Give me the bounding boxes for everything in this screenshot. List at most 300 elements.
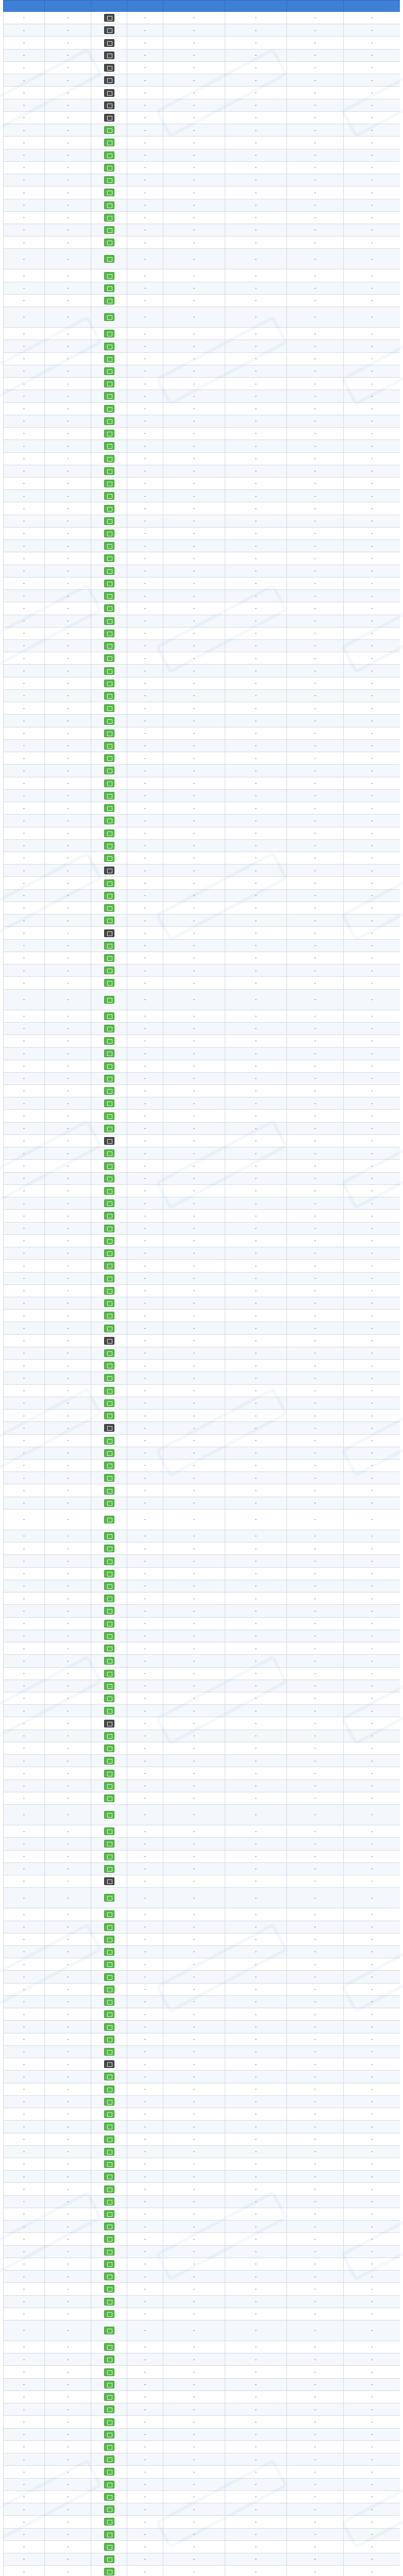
product-badge-icon [104, 1387, 114, 1395]
table-cell: - [45, 390, 91, 402]
table-cell: - [225, 602, 287, 615]
table-cell: - [287, 1921, 344, 1933]
product-badge-icon [104, 2098, 114, 2106]
table-cell: - [287, 1567, 344, 1580]
table-cell: - [4, 2171, 45, 2183]
badge-cell [91, 307, 127, 328]
table-cell: - [127, 902, 163, 914]
badge-cell [91, 1060, 127, 1072]
table-cell: - [127, 577, 163, 589]
badge-cell [91, 1555, 127, 1567]
table-cell: - [127, 1680, 163, 1692]
table-cell: - [127, 1384, 163, 1397]
badge-cell [91, 1995, 127, 2008]
table-cell: - [127, 1555, 163, 1567]
table-row [4, 440, 400, 452]
product-badge-icon [104, 580, 114, 587]
table-cell: - [127, 149, 163, 161]
table-cell: - [225, 124, 287, 137]
table-cell: - [344, 1484, 400, 1497]
table-cell: - [344, 1875, 400, 1888]
table-cell: - [163, 865, 225, 877]
table-cell: - [287, 1667, 344, 1680]
table-row [4, 877, 400, 889]
table-row [4, 477, 400, 489]
table-cell: - [45, 689, 91, 702]
table-cell: - [4, 390, 45, 402]
table-cell: - [163, 1234, 225, 1247]
table-cell: - [163, 839, 225, 852]
table-cell: - [45, 2391, 91, 2403]
table-cell: - [45, 1260, 91, 1272]
table-cell: - [163, 1767, 225, 1780]
table-cell: - [344, 1210, 400, 1222]
table-cell: - [287, 1047, 344, 1060]
table-cell: - [45, 440, 91, 452]
table-cell: - [287, 702, 344, 715]
badge-cell [91, 702, 127, 715]
table-cell: - [344, 1122, 400, 1134]
badge-cell [91, 282, 127, 294]
badge-cell [91, 2108, 127, 2121]
table-cell: - [4, 1347, 45, 1359]
table-cell: - [163, 1310, 225, 1322]
table-cell: - [127, 2403, 163, 2416]
table-cell: - [45, 452, 91, 465]
badge-cell [91, 2208, 127, 2220]
table-cell: - [45, 199, 91, 211]
table-cell: - [225, 2441, 287, 2453]
table-cell: - [163, 1567, 225, 1580]
table-cell: - [287, 1592, 344, 1605]
table-cell: - [163, 1147, 225, 1160]
table-cell: - [163, 1509, 225, 1530]
table-cell: - [344, 2145, 400, 2158]
table-row [4, 1825, 400, 1838]
table-cell: - [225, 428, 287, 440]
product-badge-icon [104, 442, 114, 450]
table-cell: - [225, 1655, 287, 1667]
table-row [4, 465, 400, 477]
table-cell: - [127, 465, 163, 477]
table-cell: - [344, 2183, 400, 2195]
table-cell: - [45, 602, 91, 615]
table-cell: - [344, 2553, 400, 2566]
table-cell: - [344, 477, 400, 489]
table-header-row [4, 1, 400, 12]
table-row [4, 1667, 400, 1680]
table-cell: - [344, 1908, 400, 1921]
table-cell: - [4, 415, 45, 427]
table-cell: - [225, 627, 287, 639]
table-cell: - [344, 2478, 400, 2490]
table-cell: - [127, 565, 163, 577]
table-cell: - [127, 2441, 163, 2453]
table-cell: - [4, 1222, 45, 1234]
product-badge-icon [104, 1299, 114, 1307]
table-cell: - [287, 1234, 344, 1247]
table-row [4, 1580, 400, 1592]
table-cell: - [225, 1921, 287, 1933]
table-cell: - [127, 2258, 163, 2270]
table-cell: - [127, 952, 163, 964]
table-cell: - [225, 1630, 287, 1642]
table-cell: - [127, 1184, 163, 1197]
product-badge-icon [104, 164, 114, 172]
badge-cell [91, 627, 127, 639]
table-cell: - [344, 2270, 400, 2283]
table-cell: - [344, 1825, 400, 1838]
table-cell: - [287, 490, 344, 502]
table-cell: - [4, 1172, 45, 1184]
table-row [4, 727, 400, 739]
table-cell: - [45, 1945, 91, 1958]
table-cell: - [344, 1234, 400, 1247]
table-cell: - [287, 378, 344, 390]
table-cell: - [45, 1072, 91, 1084]
table-cell: - [225, 2208, 287, 2220]
table-cell: - [4, 2071, 45, 2083]
table-cell: - [127, 49, 163, 61]
table-cell: - [127, 1347, 163, 1359]
badge-cell [91, 1908, 127, 1921]
table-cell: - [163, 939, 225, 952]
table-cell: - [127, 2295, 163, 2308]
table-cell: - [344, 2158, 400, 2170]
table-cell: - [4, 540, 45, 552]
table-cell: - [4, 964, 45, 977]
badge-cell [91, 1472, 127, 1484]
table-cell: - [4, 87, 45, 99]
table-row [4, 2233, 400, 2245]
table-cell: - [4, 1297, 45, 1309]
table-cell: - [163, 540, 225, 552]
badge-cell [91, 2528, 127, 2540]
product-badge-icon [104, 2481, 114, 2488]
product-badge-icon [104, 1757, 114, 1765]
table-cell: - [163, 1160, 225, 1172]
table-cell: - [225, 1035, 287, 1047]
table-cell: - [344, 211, 400, 224]
table-cell: - [4, 1422, 45, 1434]
table-cell: - [344, 2208, 400, 2220]
table-cell: - [127, 2033, 163, 2045]
table-cell: - [4, 1605, 45, 1617]
table-cell: - [127, 1497, 163, 1509]
product-badge-icon [104, 2468, 114, 2476]
table-cell: - [344, 1097, 400, 1110]
badge-cell [91, 1247, 127, 1260]
table-cell: - [163, 977, 225, 989]
table-cell: - [225, 2308, 287, 2320]
table-row [4, 527, 400, 539]
table-cell: - [163, 590, 225, 602]
table-cell: - [163, 440, 225, 452]
table-cell: - [287, 2008, 344, 2021]
table-cell: - [127, 1655, 163, 1667]
table-row [4, 2416, 400, 2428]
badge-cell [91, 1755, 127, 1767]
table-cell: - [287, 2490, 344, 2503]
table-cell: - [163, 1484, 225, 1497]
table-cell: - [287, 137, 344, 149]
table-cell: - [45, 1160, 91, 1172]
table-cell: - [45, 282, 91, 294]
table-cell: - [287, 1780, 344, 1792]
table-cell: - [287, 815, 344, 827]
table-cell: - [344, 1921, 400, 1933]
product-badge-icon [104, 1632, 114, 1640]
table-cell: - [45, 2320, 91, 2341]
table-cell: - [344, 1605, 400, 1617]
badge-cell [91, 2540, 127, 2553]
table-cell: - [287, 2403, 344, 2416]
table-cell: - [163, 1397, 225, 1409]
badge-cell [91, 502, 127, 515]
badge-cell [91, 1122, 127, 1134]
table-cell: - [163, 1272, 225, 1284]
product-badge-icon [104, 1910, 114, 1918]
product-badge-icon [104, 492, 114, 500]
table-cell: - [4, 49, 45, 61]
table-cell: - [344, 2428, 400, 2441]
product-badge-icon [104, 1770, 114, 1777]
table-cell: - [225, 1184, 287, 1197]
table-cell: - [287, 328, 344, 340]
table-cell: - [344, 282, 400, 294]
table-cell: - [163, 1260, 225, 1272]
table-row [4, 2503, 400, 2516]
table-cell: - [344, 440, 400, 452]
badge-cell [91, 1730, 127, 1742]
table-cell: - [287, 1933, 344, 1945]
table-cell: - [225, 1460, 287, 1472]
table-cell: - [4, 1995, 45, 2008]
table-row [4, 1692, 400, 1705]
table-cell: - [45, 211, 91, 224]
table-cell: - [344, 49, 400, 61]
badge-cell [91, 294, 127, 307]
table-row [4, 2121, 400, 2133]
badge-cell [91, 269, 127, 282]
table-cell: - [163, 428, 225, 440]
table-cell: - [344, 1555, 400, 1567]
table-cell: - [4, 702, 45, 715]
table-cell: - [344, 502, 400, 515]
badge-cell [91, 765, 127, 777]
table-cell: - [4, 1945, 45, 1958]
badge-cell [91, 328, 127, 340]
table-cell: - [344, 889, 400, 902]
table-cell: - [287, 2320, 344, 2341]
table-cell: - [344, 1184, 400, 1197]
table-cell: - [344, 2058, 400, 2071]
table-cell: - [4, 1642, 45, 1655]
badge-cell [91, 1921, 127, 1933]
table-cell: - [4, 777, 45, 789]
table-cell: - [4, 199, 45, 211]
table-cell: - [163, 2341, 225, 2353]
table-row [4, 789, 400, 802]
table-cell: - [344, 415, 400, 427]
table-row [4, 224, 400, 236]
table-cell: - [127, 1334, 163, 1347]
table-cell: - [163, 477, 225, 489]
product-badge-icon [104, 1249, 114, 1257]
table-cell: - [287, 727, 344, 739]
table-cell: - [4, 640, 45, 652]
product-badge-icon [104, 642, 114, 650]
table-cell: - [225, 739, 287, 752]
product-badge-icon [104, 2010, 114, 2018]
badge-cell [91, 249, 127, 269]
table-cell: - [45, 2233, 91, 2245]
table-cell: - [4, 1983, 45, 1995]
table-cell: - [344, 1147, 400, 1160]
table-cell: - [287, 402, 344, 415]
table-row [4, 902, 400, 914]
table-cell: - [45, 249, 91, 269]
table-cell: - [287, 2441, 344, 2453]
table-cell: - [344, 1360, 400, 1372]
table-cell: - [127, 2540, 163, 2553]
table-cell: - [45, 2071, 91, 2083]
badge-cell [91, 174, 127, 187]
table-cell: - [45, 1755, 91, 1767]
table-cell: - [45, 2083, 91, 2095]
table-row [4, 752, 400, 765]
product-badge-icon [104, 704, 114, 712]
table-cell: - [45, 989, 91, 1010]
badge-cell [91, 927, 127, 939]
table-cell: - [163, 1410, 225, 1422]
table-cell: - [344, 852, 400, 865]
table-row [4, 1742, 400, 1754]
table-cell: - [163, 490, 225, 502]
table-cell: - [4, 827, 45, 839]
table-cell: - [45, 1995, 91, 2008]
table-cell: - [4, 1933, 45, 1945]
table-cell: - [4, 2295, 45, 2308]
product-badge-icon [104, 1682, 114, 1690]
table-cell: - [163, 577, 225, 589]
table-row [4, 952, 400, 964]
table-cell: - [287, 2341, 344, 2353]
table-cell: - [287, 989, 344, 1010]
table-cell: - [344, 1680, 400, 1692]
table-cell: - [4, 1147, 45, 1160]
table-row [4, 1035, 400, 1047]
product-badge-icon [104, 2185, 114, 2193]
table-cell: - [45, 37, 91, 49]
table-cell: - [225, 2283, 287, 2295]
table-cell: - [344, 565, 400, 577]
table-cell: - [163, 2121, 225, 2133]
table-cell: - [287, 1509, 344, 1530]
product-badge-icon [104, 967, 114, 974]
product-badge-icon [104, 2198, 114, 2206]
product-badge-icon [104, 480, 114, 487]
table-row [4, 939, 400, 952]
table-cell: - [163, 1097, 225, 1110]
table-cell: - [4, 174, 45, 187]
product-badge-icon [104, 1582, 114, 1590]
table-cell: - [163, 2071, 225, 2083]
table-cell: - [127, 1197, 163, 1210]
table-cell: - [287, 1122, 344, 1134]
table-cell: - [344, 1530, 400, 1542]
table-cell: - [45, 2095, 91, 2108]
product-badge-icon [104, 996, 114, 1004]
table-cell: - [127, 402, 163, 415]
table-cell: - [344, 2466, 400, 2478]
table-cell: - [225, 2195, 287, 2208]
table-cell: - [163, 702, 225, 715]
badge-cell [91, 99, 127, 111]
badge-cell [91, 415, 127, 427]
table-cell: - [287, 1862, 344, 1875]
table-cell: - [287, 1617, 344, 1630]
table-cell: - [163, 1642, 225, 1655]
table-cell: - [45, 402, 91, 415]
table-cell: - [287, 515, 344, 527]
table-cell: - [344, 2320, 400, 2341]
badge-cell [91, 1097, 127, 1110]
table-cell: - [45, 515, 91, 527]
table-cell: - [225, 24, 287, 37]
table-cell: - [127, 1580, 163, 1592]
table-cell: - [344, 1022, 400, 1035]
table-cell: - [127, 1875, 163, 1888]
table-cell: - [344, 839, 400, 852]
table-cell: - [225, 1509, 287, 1530]
table-cell: - [163, 1434, 225, 1447]
table-cell: - [344, 1630, 400, 1642]
table-cell: - [45, 111, 91, 124]
table-cell: - [287, 552, 344, 565]
table-cell: - [163, 815, 225, 827]
table-cell: - [4, 2195, 45, 2208]
table-cell: - [163, 2145, 225, 2158]
table-row [4, 61, 400, 74]
table-cell: - [45, 839, 91, 852]
table-cell: - [127, 527, 163, 539]
table-row [4, 37, 400, 49]
table-cell: - [344, 2378, 400, 2391]
table-cell: - [127, 2121, 163, 2133]
table-cell: - [127, 1792, 163, 1804]
product-badge-icon [104, 1923, 114, 1931]
table-cell: - [225, 2158, 287, 2170]
table-cell: - [45, 2528, 91, 2540]
table-cell: - [225, 1447, 287, 1459]
table-cell: - [4, 1717, 45, 1730]
table-cell: - [344, 1284, 400, 1297]
product-badge-icon [104, 1412, 114, 1419]
table-cell: - [45, 752, 91, 765]
table-cell: - [45, 1642, 91, 1655]
product-badge-icon [104, 367, 114, 375]
table-row [4, 2516, 400, 2528]
table-cell: - [127, 2416, 163, 2428]
table-cell: - [225, 1692, 287, 1705]
table-cell: - [287, 1580, 344, 1592]
table-cell: - [45, 2516, 91, 2528]
table-cell: - [4, 1047, 45, 1060]
table-cell: - [225, 590, 287, 602]
table-row [4, 1384, 400, 1397]
table-row [4, 111, 400, 124]
